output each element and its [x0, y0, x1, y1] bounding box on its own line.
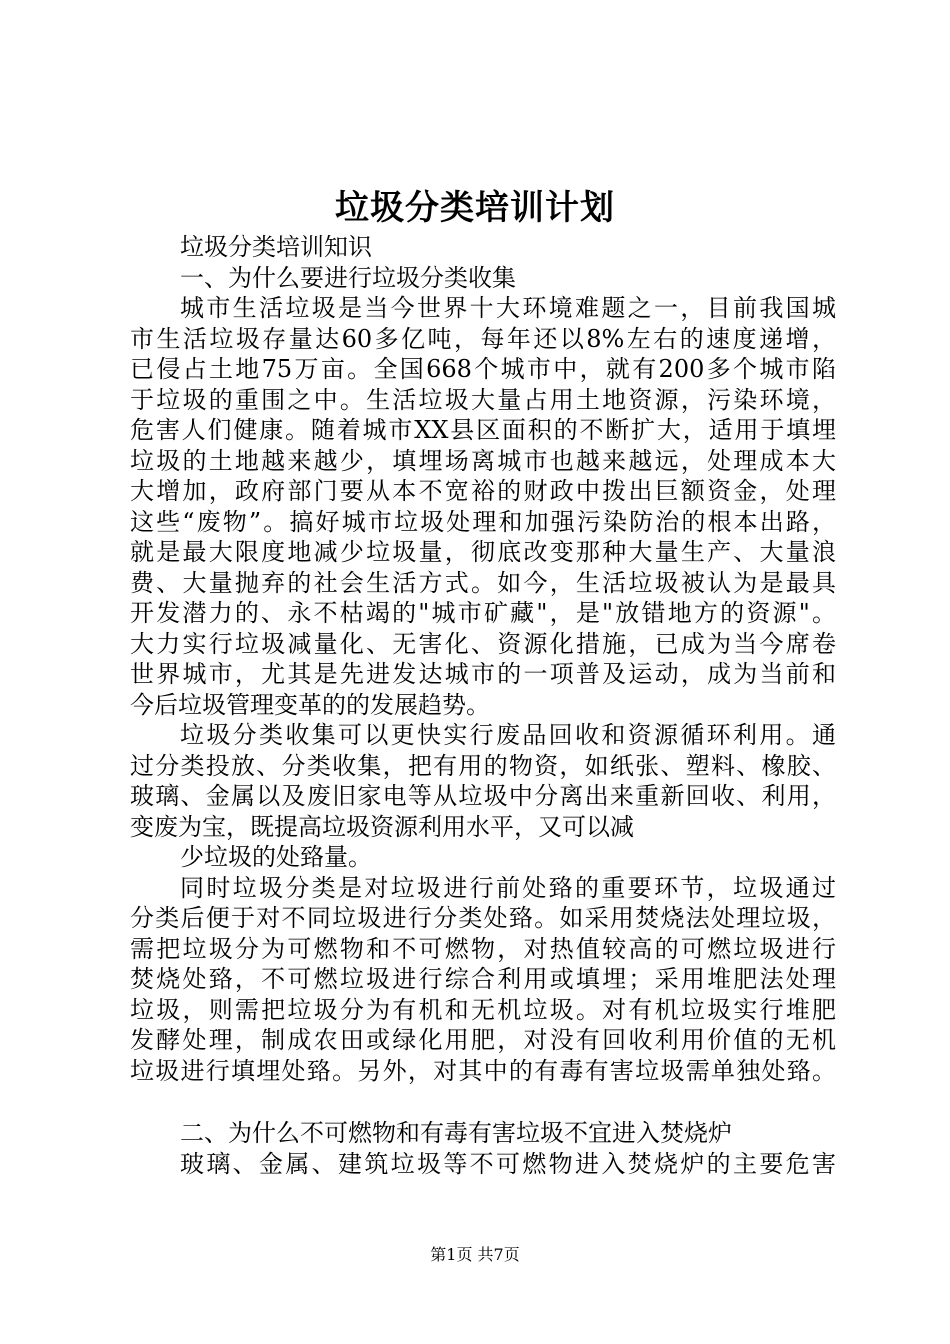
paragraph-line: 焚烧处臵，不可燃垃圾进行综合利用或填埋；采用堆肥法处理 — [130, 965, 836, 993]
paragraph-line: 已侵占土地75万亩。全国668个城市中，就有200多个城市陷 — [130, 355, 836, 383]
document-body — [130, 232, 836, 1179]
paragraph-line: 同时垃圾分类是对垃圾进行前处臵的重要环节，垃圾通过 — [180, 873, 836, 902]
paragraph-line: 世界城市，尤其是先进发达城市的一项普及运动，成为当前和 — [130, 660, 836, 688]
paragraph-line: 今后垃圾管理变革的的发展趋势。 — [130, 690, 490, 719]
paragraph-spacer — [130, 1086, 836, 1118]
paragraph-line: 就是最大限度地减少垃圾量，彻底改变那种大量生产、大量浪 — [130, 538, 836, 566]
page-footer: 第1页 共7页 — [430, 1245, 520, 1264]
paragraph-line: 玻璃、金属、建筑垃圾等不可燃物进入焚烧炉的主要危害 — [180, 1149, 836, 1178]
paragraph-line: 大力实行垃圾减量化、无害化、资源化措施，已成为当今席卷 — [130, 629, 836, 658]
paragraph-line: 少垃圾的处臵量。 — [180, 843, 372, 871]
paragraph-line: 大增加，政府部门要从本不宽裕的财政中拨出巨额资金，处理 — [130, 477, 836, 505]
paragraph-line: 垃圾的土地越来越少，填埋场离城市也越来越远，处理成本大 — [130, 446, 836, 475]
paragraph-line: 城市生活垃圾是当今世界十大环境难题之一，目前我国城 — [180, 294, 836, 322]
paragraph-line: 过分类投放、分类收集，把有用的物资，如纸张、塑料、橡胶、 — [130, 751, 836, 780]
paragraph-line: 垃圾进行填埋处臵。另外，对其中的有毒有害垃圾需单独处臵。 — [130, 1056, 836, 1085]
paragraph-line: 于垃圾的重围之中。生活垃圾大量占用土地资源，污染环境， — [130, 385, 836, 414]
paragraph-line: 需把垃圾分为可燃物和不可燃物，对热值较高的可燃垃圾进行 — [130, 934, 836, 963]
paragraph-line: 发酵处理，制成农田或绿化用肥，对没有回收利用价值的无机 — [130, 1026, 836, 1054]
paragraph-line: 分类后便于对不同垃圾进行分类处臵。如采用焚烧法处理垃圾， — [130, 904, 836, 932]
document-title: 垃圾分类培训计划 — [335, 188, 615, 228]
section-heading: 垃圾分类培训知识 — [180, 233, 372, 261]
section-heading: 一、为什么要进行垃圾分类收集 — [180, 263, 516, 292]
paragraph-line: 变废为宝，既提高垃圾资源利用水平，又可以减 — [130, 812, 634, 841]
paragraph-line: 危害人们健康。随着城市XX县区面积的不断扩大，适用于填埋 — [130, 416, 836, 444]
paragraph-line: 垃圾，则需把垃圾分为有机和无机垃圾。对有机垃圾实行堆肥 — [130, 995, 836, 1024]
paragraph-line: 市生活垃圾存量达60多亿吨，每年还以8%左右的速度递增， — [130, 324, 836, 353]
paragraph-line: 垃圾分类收集可以更快实行废品回收和资源循环利用。通 — [180, 721, 836, 749]
paragraph-line: 玻璃、金属以及废旧家电等从垃圾中分离出来重新回收、利用， — [130, 782, 836, 810]
paragraph-line: 开发潜力的、永不枯竭的"城市矿藏"，是"放错地方的资源"。 — [130, 599, 836, 627]
paragraph-line: 这些“废物”。搞好城市垃圾处理和加强污染防治的根本出路， — [130, 507, 836, 536]
paragraph-line: 费、大量抛弃的社会生活方式。如今，生活垃圾被认为是最具 — [130, 568, 836, 597]
section-heading: 二、为什么不可燃物和有毒有害垃圾不宜进入焚烧炉 — [180, 1119, 732, 1147]
